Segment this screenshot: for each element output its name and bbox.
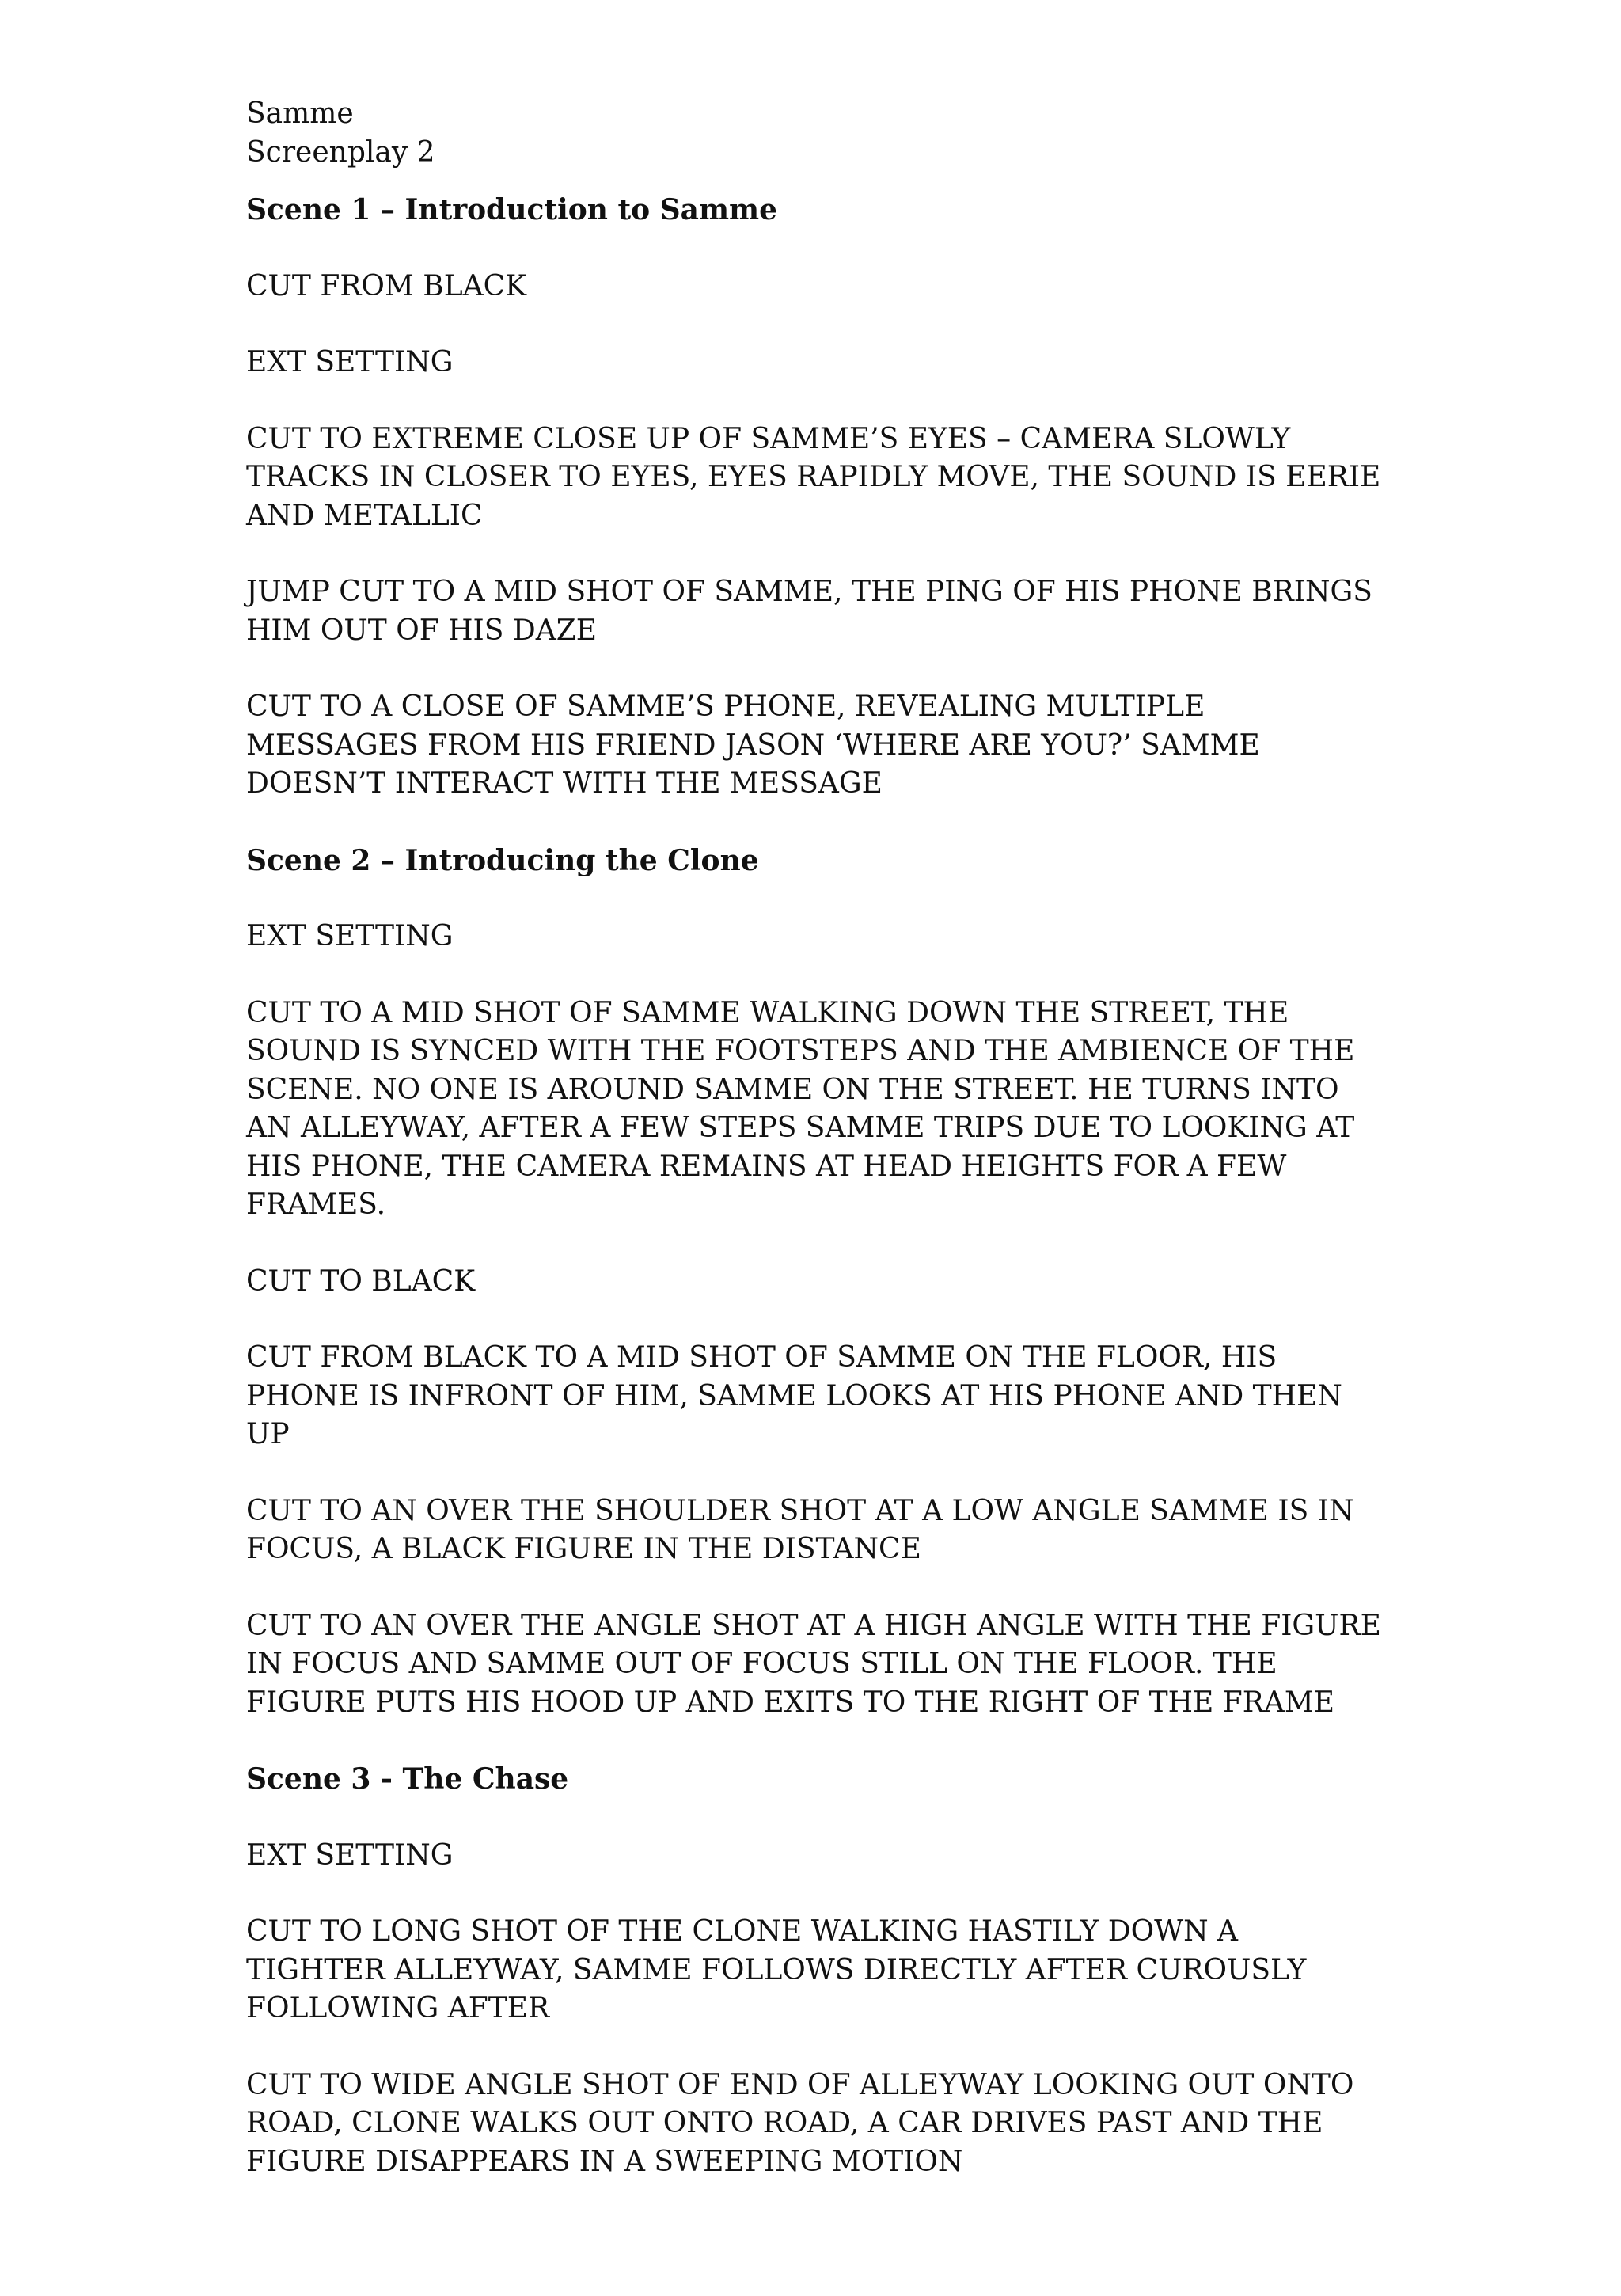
- document-subtitle: Screenplay 2: [246, 135, 435, 169]
- document-title: Samme: [246, 97, 354, 130]
- scene-paragraph: EXT SETTING: [246, 346, 454, 378]
- scene-paragraph: CUT TO AN OVER THE ANGLE SHOT AT A HIGH ANGLE WITH THE FIGURE IN FOCUS AND SAMME OUT OF FOCUS STILL ON THE FLOOR. THE FIGURE PUTS HIS HOOD UP AND EXITS TO THE RIGHT OF THE FRAME: [246, 1609, 1381, 1719]
- screenplay-page: [246, 95, 1386, 2181]
- scene-paragraph: CUT FROM BLACK TO A MID SHOT OF SAMME ON THE FLOOR, HIS PHONE IS INFRONT OF HIM, SAMME LOOKS AT HIS PHONE AND THEN UP: [246, 1341, 1342, 1450]
- scene-paragraph: CUT TO LONG SHOT OF THE CLONE WALKING HASTILY DOWN A TIGHTER ALLEYWAY, SAMME FOLLOWS DIRECTLY AFTER CUROUSLY FOLLOWING AFTER: [246, 1915, 1307, 2024]
- scene-paragraph: CUT TO BLACK: [246, 1264, 476, 1298]
- scene-paragraph: CUT TO A MID SHOT OF SAMME WALKING DOWN THE STREET, THE SOUND IS SYNCED WITH THE FOOTSTEPS AND THE AMBIENCE OF THE SCENE. NO ONE IS AROUND SAMME ON THE STREET. HE TURNS INTO AN ALLEYWAY, AFTER A FEW STEPS SAMME TRIPS DUE TO LOOKING AT HIS PHONE, THE CAMERA REMAINS AT HEAD HEIGHTS FOR A FEW FRAMES.: [246, 996, 1355, 1221]
- scene-paragraph: CUT TO EXTREME CLOSE UP OF SAMME’S EYES – CAMERA SLOWLY TRACKS IN CLOSER TO EYES, EYES RAPIDLY MOVE, THE SOUND IS EERIE AND METALLIC: [246, 422, 1381, 532]
- scene-heading: Scene 3 - The Chase: [246, 1762, 569, 1796]
- scene-paragraph: CUT TO A CLOSE OF SAMME’S PHONE, REVEALING MULTIPLE MESSAGES FROM HIS FRIEND JASON ‘WHERE ARE YOU?’ SAMME DOESN’T INTERACT WITH THE MESSAGE: [246, 690, 1260, 800]
- scene-heading: Scene 2 – Introducing the Clone: [246, 843, 759, 877]
- scene-paragraph: CUT FROM BLACK: [246, 269, 527, 302]
- scene-paragraph: CUT TO WIDE ANGLE SHOT OF END OF ALLEYWAY LOOKING OUT ONTO ROAD, CLONE WALKS OUT ONTO ROAD, A CAR DRIVES PAST AND THE FIGURE DISAPPEARS IN A SWEEPING MOTION: [246, 2068, 1354, 2178]
- scene-paragraph: JUMP CUT TO A MID SHOT OF SAMME, THE PING OF HIS PHONE BRINGS HIM OUT OF HIS DAZE: [246, 576, 1372, 647]
- scene-paragraph: EXT SETTING: [246, 1838, 454, 1872]
- scene-paragraph: CUT TO AN OVER THE SHOULDER SHOT AT A LOW ANGLE SAMME IS IN FOCUS, A BLACK FIGURE IN THE DISTANCE: [246, 1494, 1354, 1565]
- scene-heading: Scene 1 – Introduction to Samme: [246, 193, 778, 226]
- scene-paragraph: EXT SETTING: [246, 920, 454, 952]
